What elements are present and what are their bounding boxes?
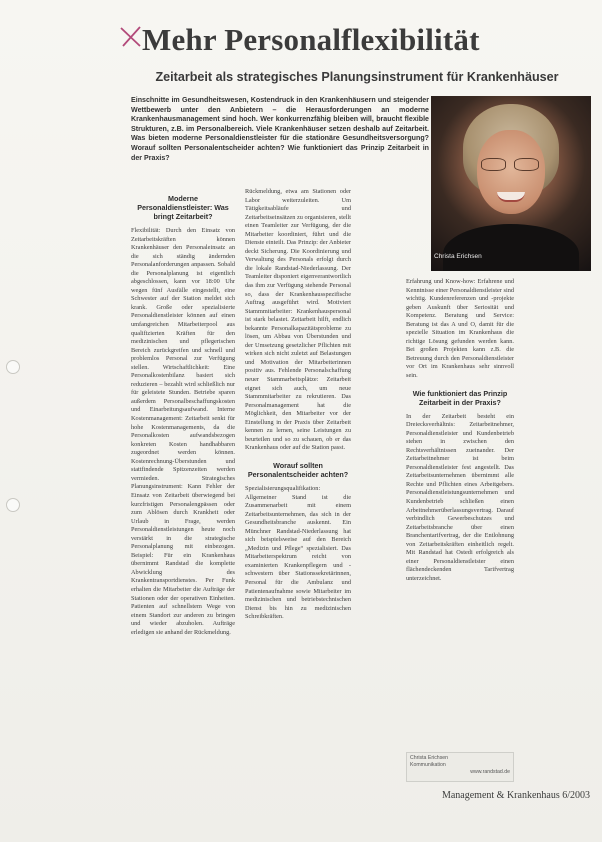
column-3-body: Erfahrung und Know-how: Erfahrene und Kenntnisse einer Personaldienstleister sind wichtig. Kundenreferenzen und -projekte geben Auskunft über Seriosität und Kompetenz. Beratung und Service: Beratung ist das A und O, damit für die spezielle Situation im Krankenhaus die richtige Lösung gefunden werden kann. Bei großen Projekten kann z.B. die Betreuung durch den Personaldienstleister vor Ort im Krankenhaus sehr sinnvoll sein. xyxy=(406,278,514,380)
punch-hole-top xyxy=(6,360,20,374)
column-3-body-b: In der Zeitarbeit besteht ein Dreiecksverhältnis: Zeitarbeitnehmer, Personaldienstleister und Kundenbetrieb stehen in zwischen den Rechtsverhältnissen zueinander. Der Zeitarbeitnehmer ist beim Personaldienstleister fest angestellt. Das Zeitarbeitsunternehmen übernimmt alle Rechte und Pflichten eines Arbeitgebers. Personaldienstleistungsunternehmen und Kundenbetrieb schließen einen Arbeitnehmerüberlassungsvertrag. Darauf verbindlich Gewerbeschutzes und Zeitarbeitsbranche über einen Branchentarifvertrag, der die Entlohnung von Zeitarbeitskräften einheitlich regelt. Mit Randstad hat Ostedi erfolgreich als einer Personaldienstleister einen flächendeckenden Tarifvertrag unterzeichnet. xyxy=(406,412,514,582)
article-subheadline: Zeitarbeit als strategisches Planungsinstrument für Krankenhäuser xyxy=(155,70,559,84)
column-1-heading: Moderne Personaldienstleister: Was bringt Zeitarbeit? xyxy=(137,194,229,221)
column-1-body: Flexibilität: Durch den Einsatz von Zeitarbeitskräften können Krankenhäuser den Personaleinsatz an die sich ständig ändernden Personalanforderungen anpassen. Sobald die Personalplanung ist eigentlich abgeschlossen, kann vor 18:00 Uhr wegen fünf Ausfälle eingestellt, eine Schwester auf der Station meldet sich krank. Große oder spezialisierte Personaldienstleister können auf einen umfangreichen Mitarbeiterpool aus qualifizierten Kräften für den medizinischen und pflegerischen Bereich zurückgreifen und schnell und problemlos Personal zur Verfügung stellen. Wirtschaftlichkeit: Eine Personalkostenbilanz basiert sich reduzieren – bezahlt wird schließlich nur für geleistete Stunden. Betriebe sparen außerdem Personalbeschaffungskosten und Einarbeitungsaufwand. Interne Kostenmanagement: Zeitarbeit senkt für hohe Kostenmanagements, da die Personalkosten aufwandsbezogen konkreten Kosten handhabbaren zugeordnet werden können. Kostenrechnung-Überstunden und stattfindende Spitzenzeiten werden vermieden. Strategisches Planungsinstrument: Kann Fehler der Einsatz von Zeitarbeit überwiegend bei kurzfristigen Personalengpässen oder zum Ablösen durch Krankheit oder Urlaub in Frage, werden Personaldienstleistungen heute noch verstärkt in die strategische Personalplanung mit einbezogen. Beispiel: Für ein Krankenhaus übernimmt Randstad die komplette Abwicklung des Krankentransportdienstes. Per Funk erhalten die Mitarbeiter die Aufträge der Stationen oder der operativen Einheiten. Patienten auf schnellstem Wege von einem Standort zur anderen zu bringen und wieder abzuholen. Aufträge erledigen sie anhand der Rückmeldung. xyxy=(131,227,235,636)
photo-shoulders xyxy=(443,224,579,271)
contact-url: www.randstad.de xyxy=(470,769,510,775)
column-2-body: Rückmeldung, etwa am Stationen oder Labor weiterzuleiten. Um Tätigkeitsabläufe und Zeitarbeitseinsätzen zu organisieren, stellt einen Teamleiter zur Verfügung, der die Mitarbeiter koordiniert, führt und die Dienste einteilt. Das Prinzip: der Anbieter deckt Sicherung. Die Koordinierung und Verwaltung des Personals erfolgt durch die lokale Randstad-Niederlassung. Der Teamleiter disponiert eigenverantwortlich das ihm zur Verfügung stehende Personal so, dass der Krankenhausspezifische Auftrag ausgeführt wird. Motiviert Stammmitarbeiter: Krankenhauspersonal ist stark belastet. Zeitarbeit hilft, endlich bekannte Personalkapazitätsprobleme zu lösen, um Abbau von Überstunden und der Umsetzung gesetzlicher Pflichten mit wirken sich nicht zuletzt auf Belastungen und Motivation der Mitarbeiterinnen positiv aus. Fehlende Personalschaffung neuer Stammarbeitsplätze: Zeitarbeit eignet sich auch, um neue Stammmitarbeiter zu rekrutieren. Das Personalmanagement hat die Möglichkeit, den Mitarbeiter vor der Einstellung in der Praxis über Zeitarbeit kennen zu lernen, seine Leistungen zu beurteilen und so zu schauen, ob er das Krankenhaus oder auf die Station passt. xyxy=(245,188,351,452)
column-3 xyxy=(406,278,514,584)
photo-glasses xyxy=(481,158,541,172)
publication-footer: Management & Krankenhaus 6/2003 xyxy=(441,790,590,801)
contact-box xyxy=(406,752,514,782)
column-1 xyxy=(131,188,235,637)
photo-caption: Christa Erichsen xyxy=(434,253,482,260)
column-2-body-b: Spezialisierungsqualifikation: Allgemeiner Stand ist die Zusammenarbeit mit einem Zeitarbeitsunternehmen, das sich in der Gesundheitsbranche auskennt. Ein Münchner Randstad-Niederlassung hat sich beispielsweise auf den Bereich „Medizin und Pflege“ spezialisiert. Das Mitarbeiterspektrum reicht von examinierten Krankenpflegern und -schwestern über Stationssekretärinnen, Personal für die Ambulanz und Patientenaufnahme sowie Mitarbeiter im medizinischen und betriebstechnischen Dienst bis hin zu medizinischen Schreibkräften. xyxy=(245,484,351,621)
column-2 xyxy=(245,188,351,622)
column-3-heading: Wie funktioniert das Prinzip Zeitarbeit in der Praxis? xyxy=(412,388,508,407)
cross-mark-icon xyxy=(118,24,144,50)
article-headline: Mehr Personalflexibilität xyxy=(142,22,480,57)
contact-name: Kommunikation xyxy=(410,762,446,768)
contact-brand: Christa Erichsen xyxy=(410,755,449,761)
author-photo xyxy=(431,96,591,271)
column-2-heading: Worauf sollten Personalentscheider achten? xyxy=(247,460,349,479)
punch-hole-bottom xyxy=(6,498,20,512)
article-lead: Einschnitte im Gesundheitswesen, Kostendruck in den Krankenhäusern und steigender Wettbewerb unter den Anbietern – die Herausforderungen an moderne Krankenhausmanagement sind hoch. Wer konkurrenzfähig bleiben will, braucht flexible Strukturen, z.B. im Personalbereich. Viele Krankenhäuser setzen deshalb auf Zeitarbeit. Was bieten moderne Personaldienstleister für die stationäre Gesundheitsversorgung? Worauf sollten Personalentscheider achten? Wie funktioniert das Prinzip Zeitarbeit in der Praxis? xyxy=(131,96,429,162)
